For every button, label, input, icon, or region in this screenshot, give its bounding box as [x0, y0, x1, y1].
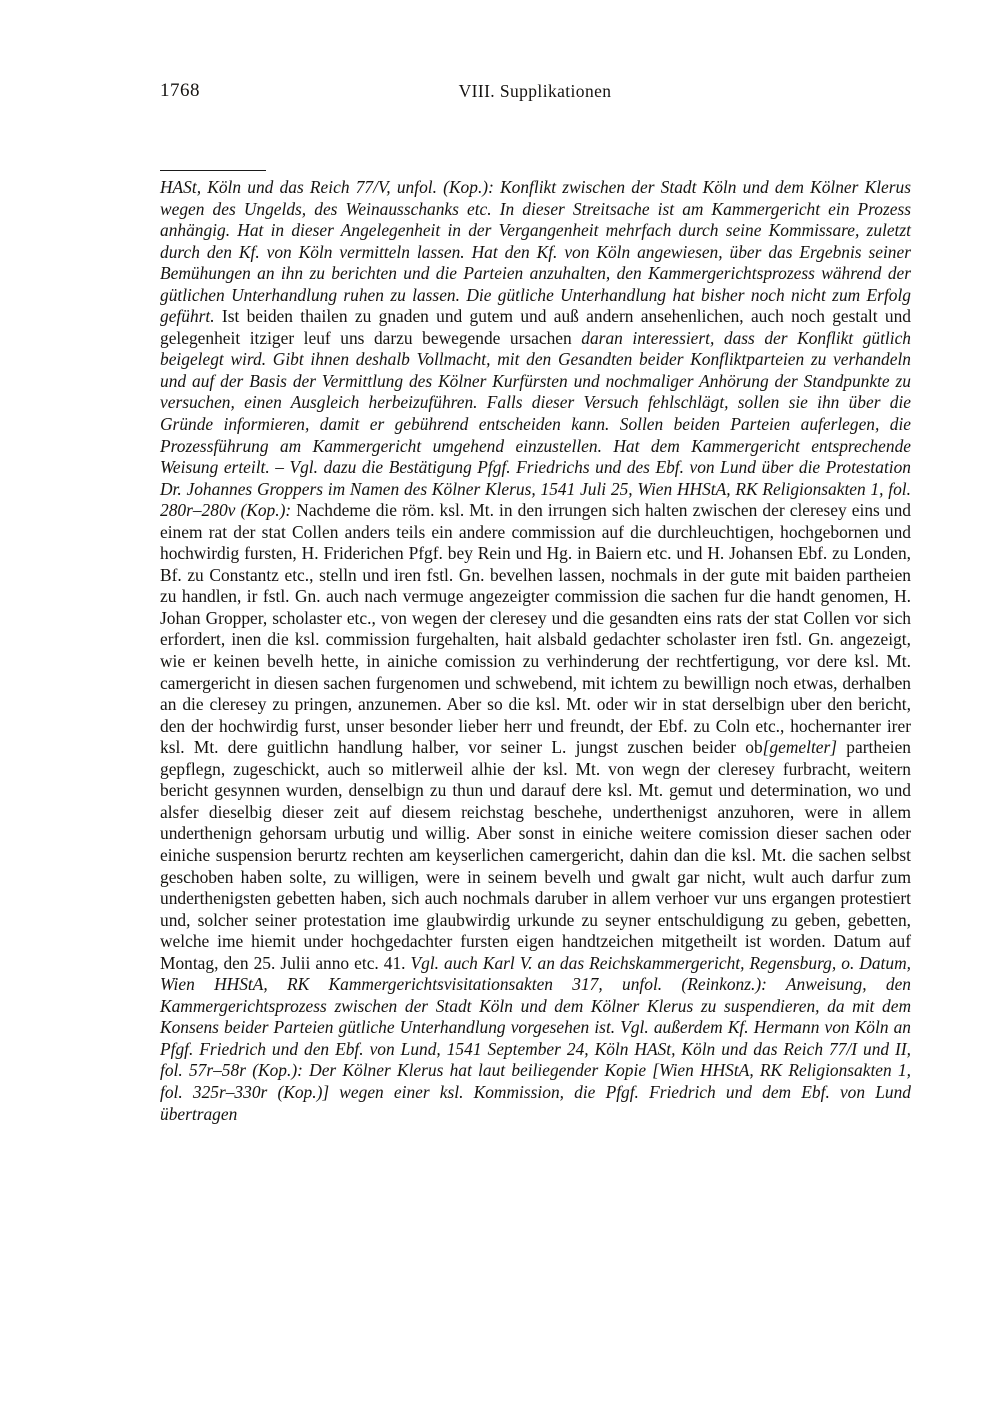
- footnote-separator-rule: [160, 170, 266, 171]
- running-head-container: [160, 81, 910, 102]
- text-run: Vgl. auch Karl V. an das Reichskammergericht, Regensburg, o. Datum, Wien HHStA, RK Kammergerichtsvisitationsakten 317, unfol. (Reinkonz.): Anweisung, den Kammergerichtsprozess zwischen der Stadt Köln und dem Kölner Klerus zu suspendieren, da mit dem Konsens beider Parteien gütliche Unterhandlung vorgesehen ist. Vgl. außerdem Kf. Hermann von Köln an Pfgf. Friedrich und den Ebf. von Lund, 1541 September 24, Köln HASt, Köln und das Reich 77/I und II, fol. 57r–58r (Kop.): Der Kölner Klerus hat laut beiliegender Kopie [Wien HHStA, RK Religionsakten 1, fol. 325r–330r (Kop.)] wegen einer ksl. Kommission, die Pfgf. Friedrich und dem Ebf. von Lund übertragen: [160, 952, 911, 1124]
- running-head: VIII. Supplikationen: [458, 81, 612, 101]
- body-text: [160, 177, 911, 1125]
- text-run: HASt, Köln und das Reich 77/V, unfol. (Kop.): Konflikt zwischen der Stadt Köln und dem Kölner Klerus wegen des Ungelds, des Weinausschanks etc. In dieser Streitsache ist am Kammergericht ein Prozess anhängig. Hat in dieser Angelegenheit in der Vergangenheit mehrfach durch seine Kommissare, zuletzt durch den Kf. von Köln vermitteln lassen. Hat den Kf. von Köln angewiesen, über das Ergebnis seiner Bemühungen an ihn zu berichten und die Parteien anzuhalten, den Kammergerichtsprozess während der gütlichen Unterhandlung ruhen zu lassen. Die gütliche Unterhandlung hat bisher noch nicht zum Erfolg geführt.: [160, 177, 911, 327]
- text-run: daran interessiert, dass der Konflikt gütlich beigelegt wird. Gibt ihnen deshalb Vollmacht, mit den Gesandten beider Konfliktparteien zu verhandeln und auf der Basis der Vermittlung des Kölner Kurfürsten und nochmaliger Anhörung der Standpunkte zu versuchen, einen Ausgleich herbeizuführen. Falls dieser Versuch fehlschlägt, sollen sie ihn über die Gründe informieren, damit er gebührend entscheiden kann. Sollen beiden Parteien auferlegen, die Prozessführung am Kammergericht umgehend einzustellen. Hat dem Kammergericht entsprechende Weisung erteilt. – Vgl. dazu die Bestätigung Pfgf. Friedrichs und des Ebf. von Lund über die Protestation Dr. Johannes Groppers im Namen des Kölner Klerus, 1541 Juli 25, Wien HHStA, RK Religionsakten 1, fol. 280r–280v (Kop.):: [160, 327, 911, 521]
- text-run: Nachdeme die röm. ksl. Mt. in den irrungen sich halten zwischen der cleresey eins und einem rat der stat Collen anders teils ein andere commission auf die durchleuchtigen, hochgebornen und hochwirdig fursten, H. Friderichen Pfgf. bey Rein und Hg. in Baiern etc. und H. Johansen Ebf. zu Londen, Bf. zu Constantz etc., stelln und iren fstl. Gn. bevelhen lassen, nochmals in der gute mit baiden partheien zu handlen, ir fstl. Gn. auch nach vermuge angezeigter commission die sachen fur die handt genomen, H. Johan Gropper, scholaster etc., von wegen der cleresey und die gesandten eins rats der stat Collen vor sich erfordert, inen die ksl. commission furgehalten, hait alsbald gedachter scholaster iren fstl. Gn. angezeigt, wie er keinen bevelh hette, in ainiche comission zu verhinderung der rechtfertigung, vor dere ksl. Mt. camergericht in diesen sachen furgenomen und schwebend, mit ichtem zu bewillign noch etwas, derhalben an die cleresey zu pringen, anzunemen. Aber so die ksl. Mt. oder wir in stat derselbign uber den bericht, den der hochwirdig furst, unser besonder lieber herr und freundt, der Ebf. zu Coln etc., hochernanter irer ksl. Mt. dere guitlichn handlung halber, vor seiner L. jungst zuschen beider ob: [160, 500, 911, 758]
- page-number: 1768: [160, 80, 200, 101]
- text-run: partheien gepflegn, zugeschickt, auch so mitlerweil alhie der ksl. Mt. von wegn der cleresey furbracht, weitern bericht gesynnen wurden, denselbign zu thun und darauf dere ksl. Mt. gemut und determination, wo und alsfer dieselbig dieser zeit auf diesem reichstag beschehe, underthenigst anzuhoren, were in allem underthenign gehorsam urbutig und willig. Aber sonst in einiche weitere comission dieser sachen oder einiche suspension berurtz rechten am keyserlichen camergericht, dahin dan die ksl. Mt. die sachen selbst geschoben haben solte, zu willigen, were in seinem bevelh und gwalt gar nicht, wult auch darfur zum underthenigsten gebetten haben, sich auch nochmals daruber in allem verhoer vur uns ergangen protestiert und, solcher seiner protestation ime glaubwirdig urkunde zu seyner entschuldigung zu geben, gebetten, welche ime hiemit under hochgedachter fursten eigen handtzeichen mitgetheilt ist worden. Datum auf Montag, den 25. Julii anno etc. 41.: [160, 737, 911, 973]
- text-run: Ist beiden thailen zu gnaden und gutem und auß andern ansehenlichen, auch noch gestalt und gelegenheit itziger leuf uns darzu bewegende ursachen: [160, 306, 911, 348]
- text-run: [gemelter]: [762, 737, 838, 758]
